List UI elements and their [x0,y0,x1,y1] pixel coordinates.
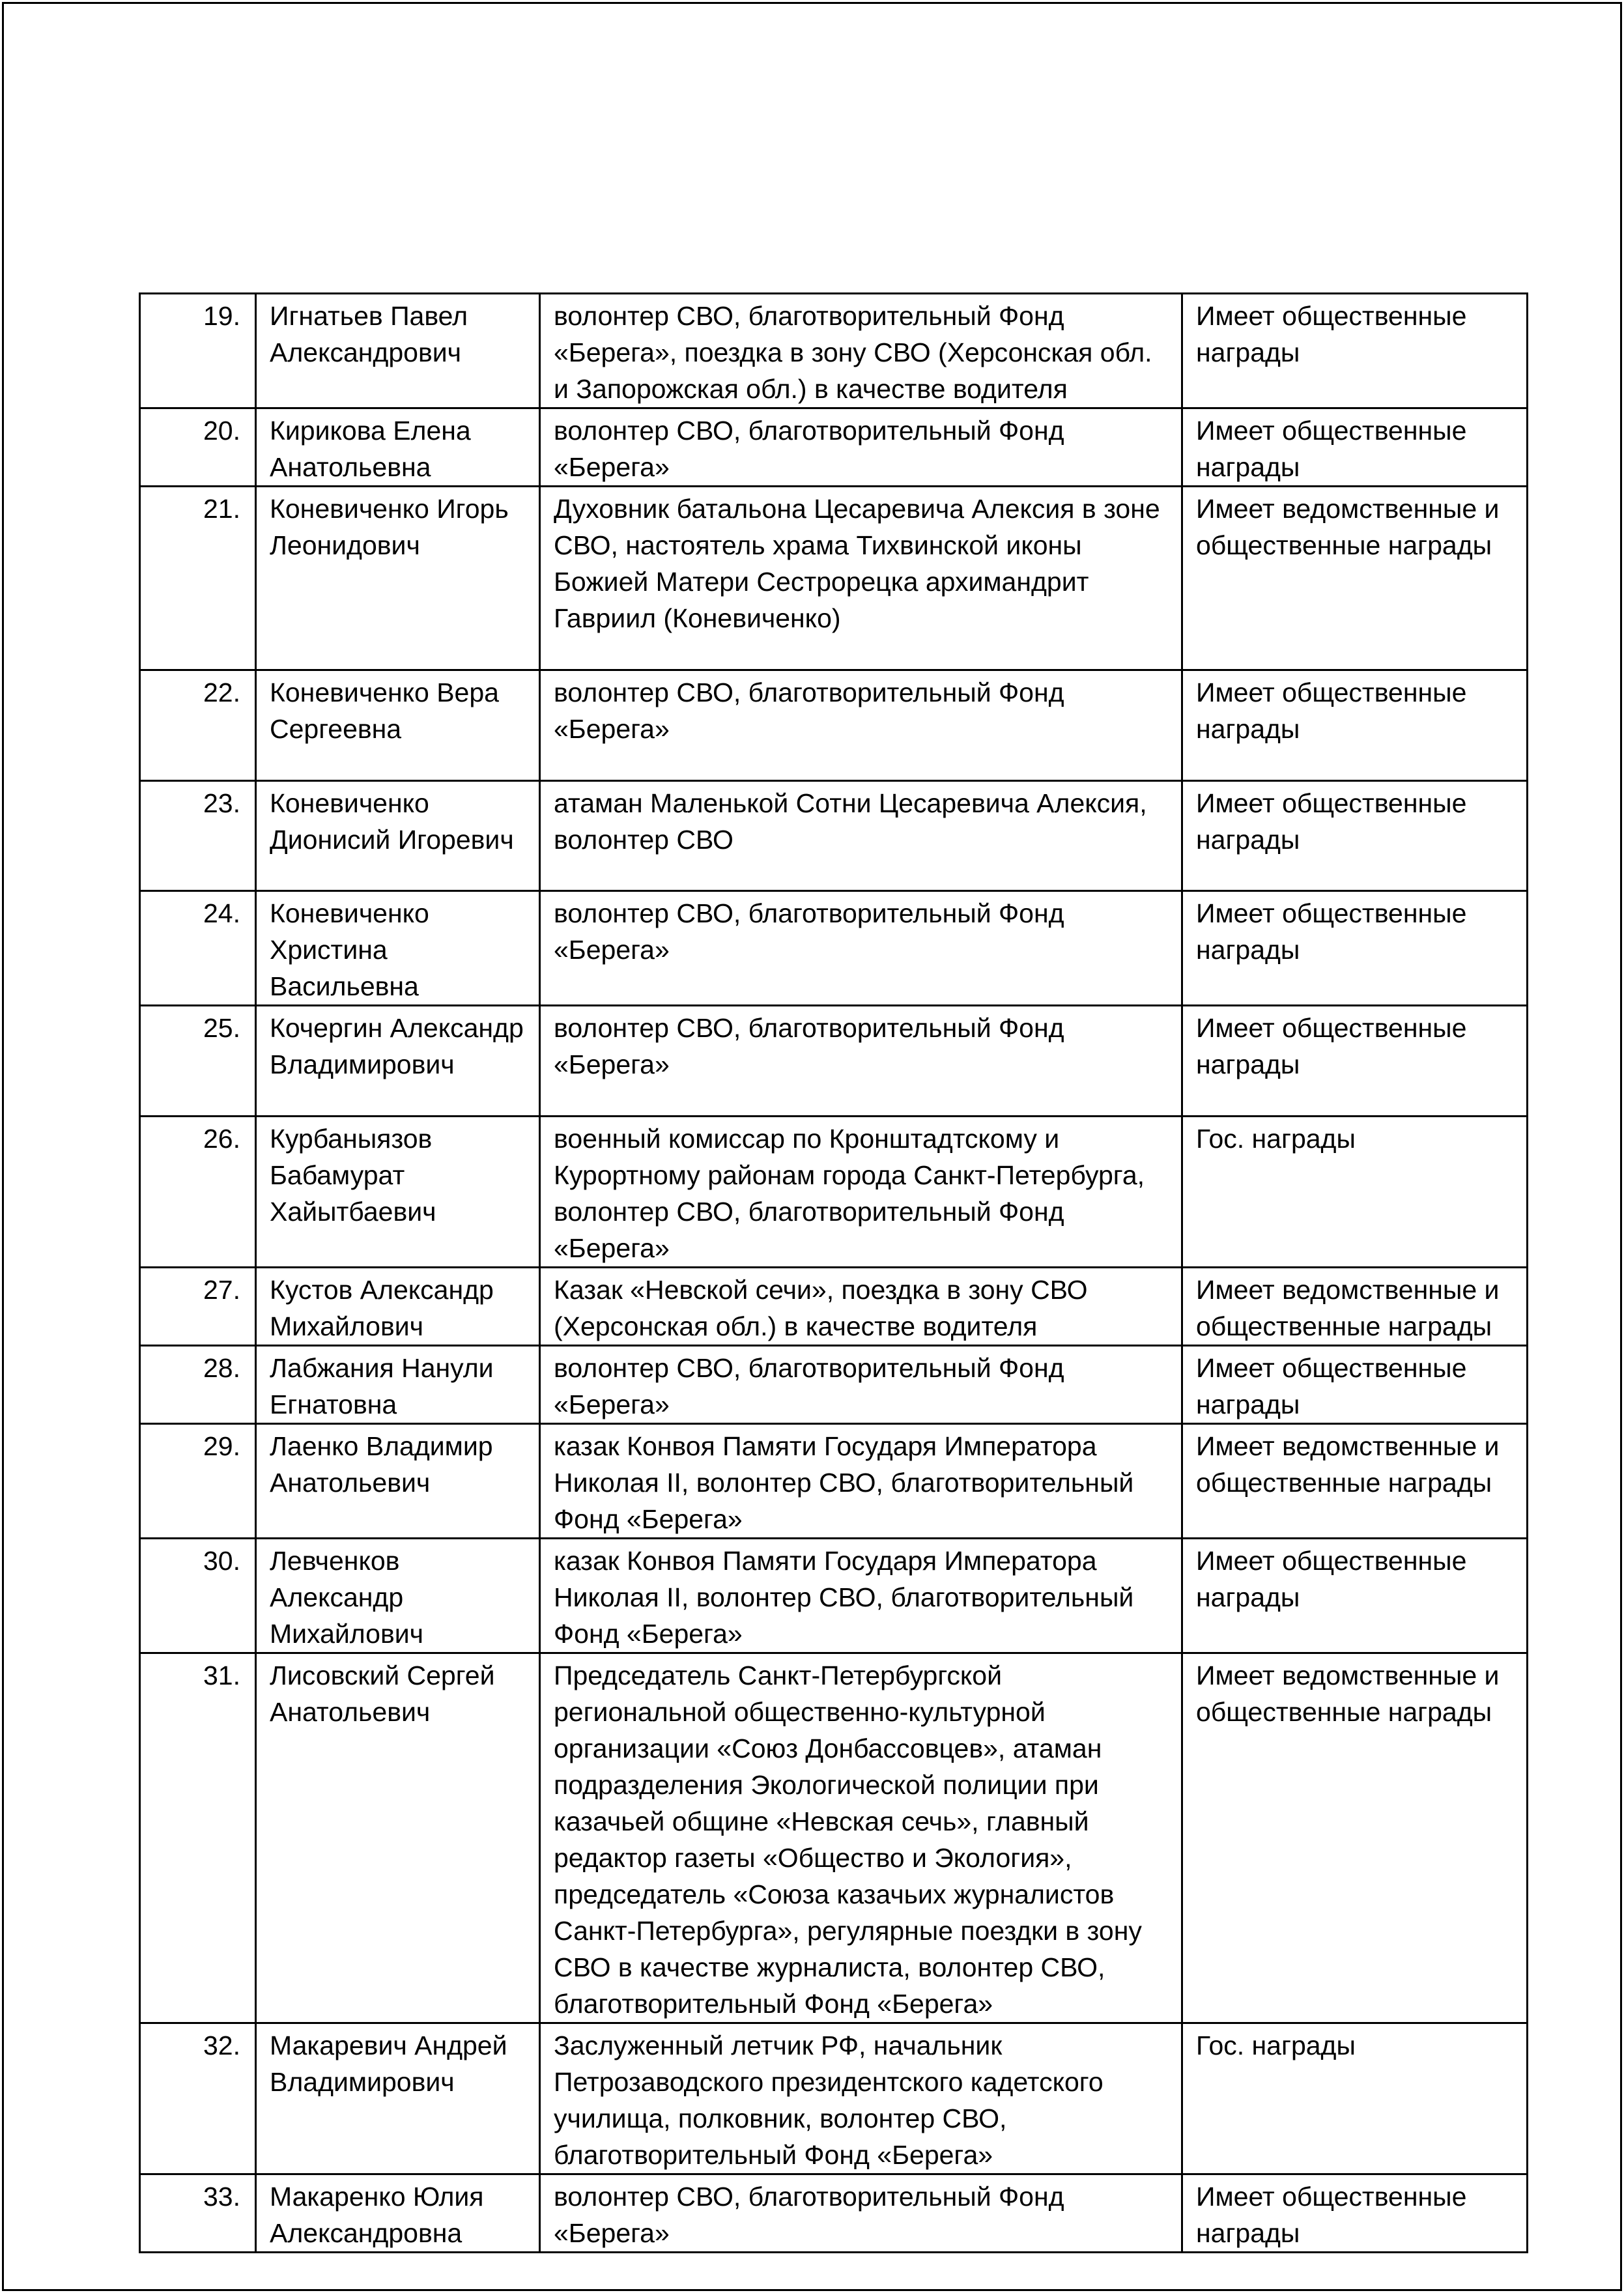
row-number: 20. [140,408,256,487]
awards-table-body [140,294,1528,2253]
person-name: Макаренко Юлия Александровна [256,2174,540,2253]
award-status: Гос. награды [1182,2023,1528,2174]
person-description: казак Конвоя Памяти Государя Императора Николая II, волонтер СВО, благотворительный Фонд «Берега» [540,1424,1182,1539]
person-description: волонтер СВО, благотворительный Фонд «Берега» [540,2174,1182,2253]
person-description: Казак «Невской сечи», поездка в зону СВО (Херсонская обл.) в качестве водителя [540,1268,1182,1346]
award-status: Имеет общественные награды [1182,891,1528,1006]
row-number: 29. [140,1424,256,1539]
award-status: Имеет общественные награды [1182,2174,1528,2253]
person-name: Макаревич Андрей Владимирович [256,2023,540,2174]
table-row [140,1117,1528,1268]
award-status: Имеет ведомственные и общественные награды [1182,487,1528,670]
row-number: 25. [140,1006,256,1117]
row-number: 31. [140,1653,256,2023]
row-number: 26. [140,1117,256,1268]
award-status: Имеет общественные награды [1182,781,1528,891]
person-description: волонтер СВО, благотворительный Фонд «Берега» [540,891,1182,1006]
row-number: 30. [140,1539,256,1653]
table-row [140,1006,1528,1117]
person-description: волонтер СВО, благотворительный Фонд «Берега» [540,1346,1182,1424]
row-number: 22. [140,670,256,781]
table-row [140,2174,1528,2253]
person-name: Левченков Александр Михайлович [256,1539,540,1653]
award-status: Имеет общественные награды [1182,1006,1528,1117]
person-description: Духовник батальона Цесаревича Алексия в зоне СВО, настоятель храма Тихвинской иконы Божией Матери Сестрорецка архимандрит Гавриил (Коневиченко) [540,487,1182,670]
row-number: 19. [140,294,256,408]
table-row [140,1539,1528,1653]
award-status: Имеет общественные награды [1182,408,1528,487]
person-name: Лисовский Сергей Анатольевич [256,1653,540,2023]
table-row [140,408,1528,487]
award-status: Гос. награды [1182,1117,1528,1268]
award-status: Имеет ведомственные и общественные награды [1182,1424,1528,1539]
person-name: Кочергин Александр Владимирович [256,1006,540,1117]
person-name: Курбаныязов Бабамурат Хайытбаевич [256,1117,540,1268]
person-name: Кустов Александр Михайлович [256,1268,540,1346]
row-number: 27. [140,1268,256,1346]
person-description: волонтер СВО, благотворительный Фонд «Берега» [540,1006,1182,1117]
row-number: 24. [140,891,256,1006]
table-row [140,1424,1528,1539]
table-row [140,2023,1528,2174]
table-row [140,891,1528,1006]
person-description: казак Конвоя Памяти Государя Императора Николая II, волонтер СВО, благотворительный Фонд «Берега» [540,1539,1182,1653]
person-description: волонтер СВО, благотворительный Фонд «Берега» [540,408,1182,487]
table-row [140,1346,1528,1424]
person-name: Игнатьев Павел Александрович [256,294,540,408]
award-status: Имеет ведомственные и общественные награды [1182,1268,1528,1346]
table-row [140,670,1528,781]
person-description: атаман Маленькой Сотни Цесаревича Алексия, волонтер СВО [540,781,1182,891]
table-row [140,1653,1528,2023]
person-description: военный комиссар по Кронштадтскому и Курортному районам города Санкт-Петербурга, волонтер СВО, благотворительный Фонд «Берега» [540,1117,1182,1268]
row-number: 32. [140,2023,256,2174]
awards-table [139,292,1528,2253]
table-row [140,1268,1528,1346]
award-status: Имеет общественные награды [1182,1346,1528,1424]
award-status: Имеет общественные награды [1182,670,1528,781]
person-name: Кирикова Елена Анатольевна [256,408,540,487]
award-status: Имеет ведомственные и общественные награды [1182,1653,1528,2023]
award-status: Имеет общественные награды [1182,1539,1528,1653]
person-name: Лаенко Владимир Анатольевич [256,1424,540,1539]
table-row [140,781,1528,891]
person-name: Коневиченко Игорь Леонидович [256,487,540,670]
person-description: волонтер СВО, благотворительный Фонд «Берега» [540,670,1182,781]
table-row [140,487,1528,670]
person-description: Заслуженный летчик РФ, начальник Петрозаводского президентского кадетского училища, полковник, волонтер СВО, благотворительный Фонд «Берега» [540,2023,1182,2174]
person-name: Коневиченко Христина Васильевна [256,891,540,1006]
table-row [140,294,1528,408]
row-number: 23. [140,781,256,891]
person-description: Председатель Санкт-Петербургской региональной общественно-культурной организации «Союз Донбассовцев», атаман подразделения Экологической полиции при казачьей общине «Невская сечь», главный редактор газеты «Общество и Экология», председатель «Союза казачьих журналистов Санкт-Петербурга», регулярные поездки в зону СВО в качестве журналиста, волонтер СВО, благотворительный Фонд «Берега» [540,1653,1182,2023]
person-name: Коневиченко Дионисий Игоревич [256,781,540,891]
row-number: 21. [140,487,256,670]
row-number: 28. [140,1346,256,1424]
person-name: Коневиченко Вера Сергеевна [256,670,540,781]
award-status: Имеет общественные награды [1182,294,1528,408]
row-number: 33. [140,2174,256,2253]
person-name: Лабжания Нанули Егнатовна [256,1346,540,1424]
person-description: волонтер СВО, благотворительный Фонд «Берега», поездка в зону СВО (Херсонская обл. и Запорожская обл.) в качестве водителя [540,294,1182,408]
